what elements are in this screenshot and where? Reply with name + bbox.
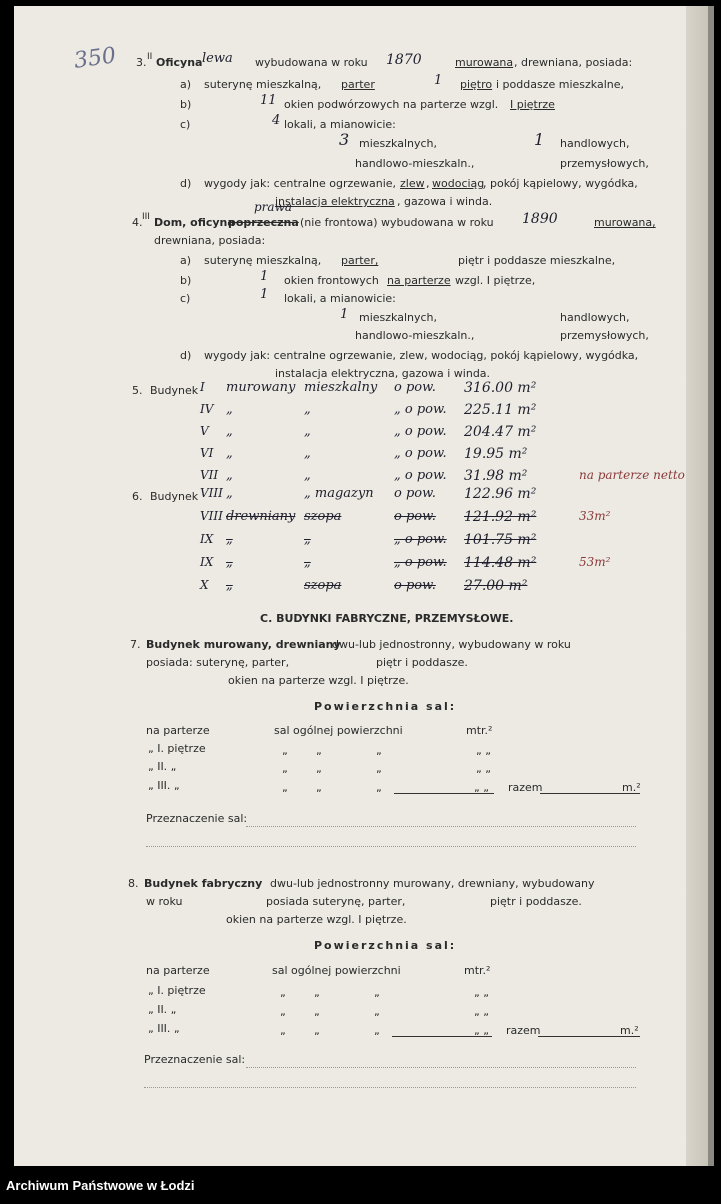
s8-q3: „ (374, 986, 380, 999)
s3-mat-a: murowana (455, 56, 514, 69)
s3-c4-text: przemysłowych, (560, 157, 649, 170)
s7-r3: „ II. „ (148, 760, 177, 773)
s7-line1: dwu-lub jednostronny, wybudowany w roku (332, 638, 571, 651)
s7-przezn-line2 (146, 846, 636, 847)
s3-a-rest: i poddasze mieszkalne, (496, 78, 624, 91)
binder-edge (708, 6, 714, 1166)
s3-d-text3: , pokój kąpielowy, wygódka, (483, 177, 638, 190)
s4-hw-above: prawa (254, 200, 292, 214)
s8-q1: „ (280, 986, 286, 999)
s3-c1-text: mieszkalnych, (359, 137, 438, 150)
s6-label: Budynek (150, 490, 199, 503)
s4-c3-text: handlowo-mieszkaln., (355, 329, 475, 342)
s4-c2-text: handlowych, (560, 311, 630, 324)
s6-row-roman: VIII (200, 509, 223, 523)
s6-row-col3: „ o pow. (394, 532, 447, 547)
s8-line1: dwu-lub jednostronny murowany, drewniany, wybudowany (270, 877, 595, 890)
s3-hw-type: lewa (202, 51, 233, 66)
s7-q7: „ (282, 781, 288, 794)
s8-qq1: „ „ (474, 986, 489, 999)
s4-b-hw: 1 (260, 269, 269, 284)
s7-r1b: sal ogólnej powierzchni (274, 724, 403, 737)
archive-footer: Archiwum Państwowe w Łodzi (6, 1178, 195, 1193)
s3-d-text2: , (426, 177, 430, 190)
s3-c-text: lokali, a mianowicie: (284, 118, 396, 131)
s7-q2: „ (316, 744, 322, 757)
s5-row-col1: murowany (226, 380, 296, 395)
s8-line2b: posiada suterynę, parter, (266, 895, 406, 908)
s5-row-roman: VII (200, 468, 219, 482)
s4-d-label: d) (180, 349, 192, 362)
s4-a-text1: suterynę mieszkalną, (204, 254, 322, 267)
section-c-title: C. BUDYNKI FABRYCZNE, PRZEMYSŁOWE. (260, 612, 514, 625)
s4-d-text2: instalacja elektryczna, gazowa i winda. (275, 367, 491, 380)
s3-d-text4: , gazowa i winda. (397, 195, 493, 208)
s6-row-col2: „ (304, 555, 311, 570)
s4-c-text: lokali, a mianowicie: (284, 292, 396, 305)
s3-title: Oficyna (156, 56, 203, 69)
s3-c3-text: handlowo-mieszkaln., (355, 157, 475, 170)
s8-r1b: sal ogólnej powierzchni (272, 964, 401, 977)
s8-przezn-line (246, 1067, 636, 1068)
s6-row-value: 101.75 m² (464, 532, 537, 548)
s4-built: (nie frontowa) wybudowana w roku (300, 216, 494, 229)
s6-row-value: 114.48 m² (464, 555, 537, 571)
s6-row-col2: „ magazyn (304, 486, 374, 501)
paper-edge (686, 6, 708, 1166)
s7-r2: „ I. piętrze (148, 742, 206, 755)
s3-c2-text: handlowych, (560, 137, 630, 150)
s3-roman: II (147, 52, 153, 62)
s7-pow-title: Powierzchnia sal: (314, 700, 457, 713)
s7-razem-underline (540, 793, 640, 794)
s6-row-col2: szopa (304, 509, 342, 524)
s7-przezn: Przeznaczenie sal: (146, 812, 248, 825)
s5-row-roman: V (200, 424, 209, 438)
page-number-handwritten: 350 (72, 43, 118, 74)
s3-d-text1: wygody jak: centralne ogrzewanie, (204, 177, 397, 190)
s5-row-value: 225.11 m² (464, 402, 537, 418)
s4-c1-hw: 1 (340, 307, 349, 322)
s4-a-parter: parter, (341, 254, 379, 267)
s7-underline (394, 793, 494, 794)
s8-r2: „ I. piętrze (148, 984, 206, 997)
s3-d-label: d) (180, 177, 192, 190)
s8-r1a: na parterze (146, 964, 210, 977)
s8-przezn: Przeznaczenie sal: (144, 1053, 246, 1066)
s8-q7: „ (280, 1024, 286, 1037)
s8-razem: razem (506, 1024, 541, 1037)
s5-row-value: 316.00 m² (464, 380, 537, 396)
s8-title: Budynek fabryczny (144, 877, 263, 890)
s5-row-value: 31.98 m² (464, 468, 528, 484)
s5-row-col1: „ (226, 446, 233, 461)
s3-c2-hw: 1 (534, 130, 545, 149)
s5-row-note: na parterze netto (579, 468, 685, 482)
s5-row-col2: „ (304, 424, 311, 439)
s7-q9: „ (376, 781, 382, 794)
s4-c1-text: mieszkalnych, (359, 311, 438, 324)
s6-row-col1: „ (226, 486, 233, 501)
s4-a-text2: piętr i poddasze mieszkalne, (458, 254, 616, 267)
s7-line2b: piętr i poddasze. (376, 656, 468, 669)
s7-qq1: „ „ (476, 744, 491, 757)
s4-d-text1: wygody jak: centralne ogrzewanie, zlew, wodociąg, pokój kąpielowy, wygódka, (204, 349, 639, 362)
s4-b-text1: okien frontowych (284, 274, 379, 287)
s3-b-floor: I piętrze (510, 98, 555, 111)
s6-row-col3: „ o pow. (394, 555, 447, 570)
s6-row-col2: szopa (304, 578, 342, 593)
s8-q5: „ (314, 1005, 320, 1018)
s6-row-value: 121.92 m² (464, 509, 537, 525)
s6-row-roman: IX (200, 555, 214, 569)
s5-row-col1: „ (226, 402, 233, 417)
s5-row-col3: o pow. (394, 380, 436, 395)
s5-row-value: 204.47 m² (464, 424, 537, 440)
s4-c4-text: przemysłowych, (560, 329, 649, 342)
s7-num: 7. (130, 638, 141, 651)
s5-label: Budynek (150, 384, 199, 397)
s5-row-col1: „ (226, 468, 233, 483)
s8-r4: „ III. „ (148, 1022, 180, 1035)
s8-q9: „ (374, 1024, 380, 1037)
s6-row-note: 33m² (579, 509, 611, 523)
s6-row-col1: „ (226, 532, 233, 547)
s5-row-roman: VI (200, 446, 214, 460)
s4-struck: poprzeczna (228, 216, 299, 229)
s8-r1c: mtr.² (464, 964, 491, 977)
s7-qq2: „ „ (476, 762, 491, 775)
s6-row-value: 122.96 m² (464, 486, 537, 502)
s3-year: 1870 (386, 52, 422, 68)
s8-r3: „ II. „ (148, 1003, 177, 1016)
s6-row-roman: VIII (200, 486, 223, 500)
s6-row-col1: drewniany (226, 509, 296, 524)
s4-title: Dom, oficyna (154, 216, 235, 229)
s3-a-label: a) (180, 78, 192, 91)
s6-row-col3: o pow. (394, 486, 436, 501)
s7-q5: „ (316, 762, 322, 775)
s7-r4: „ III. „ (148, 779, 180, 792)
s7-title: Budynek murowany, drewniany (146, 638, 341, 651)
s8-num: 8. (128, 877, 139, 890)
s5-row-col3: „ o pow. (394, 424, 447, 439)
s8-line3: okien na parterze wzgl. I piętrze. (226, 913, 407, 926)
s7-r1c: mtr.² (466, 724, 493, 737)
s5-row-col3: „ o pow. (394, 446, 447, 461)
s4-b-parter: na parterze (387, 274, 451, 287)
s6-row-value: 27.00 m² (464, 578, 528, 594)
s6-row-col1: „ (226, 555, 233, 570)
s3-b-hw: 11 (260, 93, 277, 108)
s3-a-hw: 1 (434, 73, 443, 88)
s3-b-label: b) (180, 98, 192, 111)
s6-row-note: 53m² (579, 555, 611, 569)
s7-m2: m.² (622, 781, 641, 794)
s5-row-roman: IV (200, 402, 214, 416)
s4-c-label: c) (180, 292, 191, 305)
s3-d-wodociag: wodociąg (432, 177, 485, 190)
s8-q6: „ (374, 1005, 380, 1018)
s8-q2: „ (314, 986, 320, 999)
document-page (14, 6, 686, 1166)
s7-q3: „ (376, 744, 382, 757)
s4-year: 1890 (522, 211, 558, 227)
s7-line3: okien na parterze wzgl. I piętrze. (228, 674, 409, 687)
s7-q4: „ (282, 762, 288, 775)
s4-num: 4. (132, 216, 143, 229)
s7-line2a: posiada: suterynę, parter, (146, 656, 290, 669)
s3-a-parter: parter (341, 78, 375, 91)
s3-mat-b: , drewniana, posiada: (514, 56, 633, 69)
s8-q8: „ (314, 1024, 320, 1037)
s8-m2: m.² (620, 1024, 639, 1037)
s5-row-col3: „ o pow. (394, 468, 447, 483)
s5-num: 5. (132, 384, 143, 397)
s3-d-instal: instalacja elektryczna (275, 195, 395, 208)
s4-b-text2: wzgl. I piętrze, (455, 274, 536, 287)
s6-row-col1: „ (226, 578, 233, 593)
s8-qq3: „ „ (474, 1024, 489, 1037)
s3-num: 3. (136, 56, 147, 69)
s3-built: wybudowana w roku (255, 56, 368, 69)
s4-b-label: b) (180, 274, 192, 287)
s6-row-col3: o pow. (394, 509, 436, 524)
s5-row-col3: „ o pow. (394, 402, 447, 417)
s8-razem-underline (538, 1036, 640, 1037)
s6-row-col3: o pow. (394, 578, 436, 593)
s3-c-label: c) (180, 118, 191, 131)
s3-c1-hw: 3 (339, 130, 350, 149)
s6-row-roman: X (200, 578, 209, 592)
s8-line2a: w roku (146, 895, 183, 908)
s4-line2: drewniana, posiada: (154, 234, 266, 247)
s7-razem: razem (508, 781, 543, 794)
s7-r1a: na parterze (146, 724, 210, 737)
s3-c-hw: 4 (272, 113, 281, 128)
s7-q8: „ (316, 781, 322, 794)
s8-line2c: piętr i poddasze. (490, 895, 582, 908)
s5-row-roman: I (200, 380, 205, 394)
s3-a-text: suterynę mieszkalną, (204, 78, 322, 91)
s5-row-col2: mieszkalny (304, 380, 378, 395)
s6-num: 6. (132, 490, 143, 503)
s4-material: murowana, (594, 216, 656, 229)
s3-b-text: okien podwórzowych na parterze wzgl. (284, 98, 499, 111)
s5-row-col2: „ (304, 468, 311, 483)
s8-q4: „ (280, 1005, 286, 1018)
s7-q1: „ (282, 744, 288, 757)
s3-a-pietro: piętro (460, 78, 493, 91)
s4-c-hw: 1 (260, 287, 269, 302)
s6-row-col2: „ (304, 532, 311, 547)
s7-q6: „ (376, 762, 382, 775)
s4-roman: III (142, 212, 150, 222)
s8-underline (392, 1036, 492, 1037)
s8-pow-title: Powierzchnia sal: (314, 939, 457, 952)
s3-d-zlew: zlew (400, 177, 425, 190)
s8-qq2: „ „ (474, 1005, 489, 1018)
s7-przezn-line (246, 826, 636, 827)
s5-row-col1: „ (226, 424, 233, 439)
s4-a-label: a) (180, 254, 192, 267)
s5-row-col2: „ (304, 446, 311, 461)
s7-qq3: „ „ (474, 781, 489, 794)
s5-row-value: 19.95 m² (464, 446, 528, 462)
s5-row-col2: „ (304, 402, 311, 417)
s8-przezn-line2 (144, 1087, 636, 1088)
s6-row-roman: IX (200, 532, 214, 546)
